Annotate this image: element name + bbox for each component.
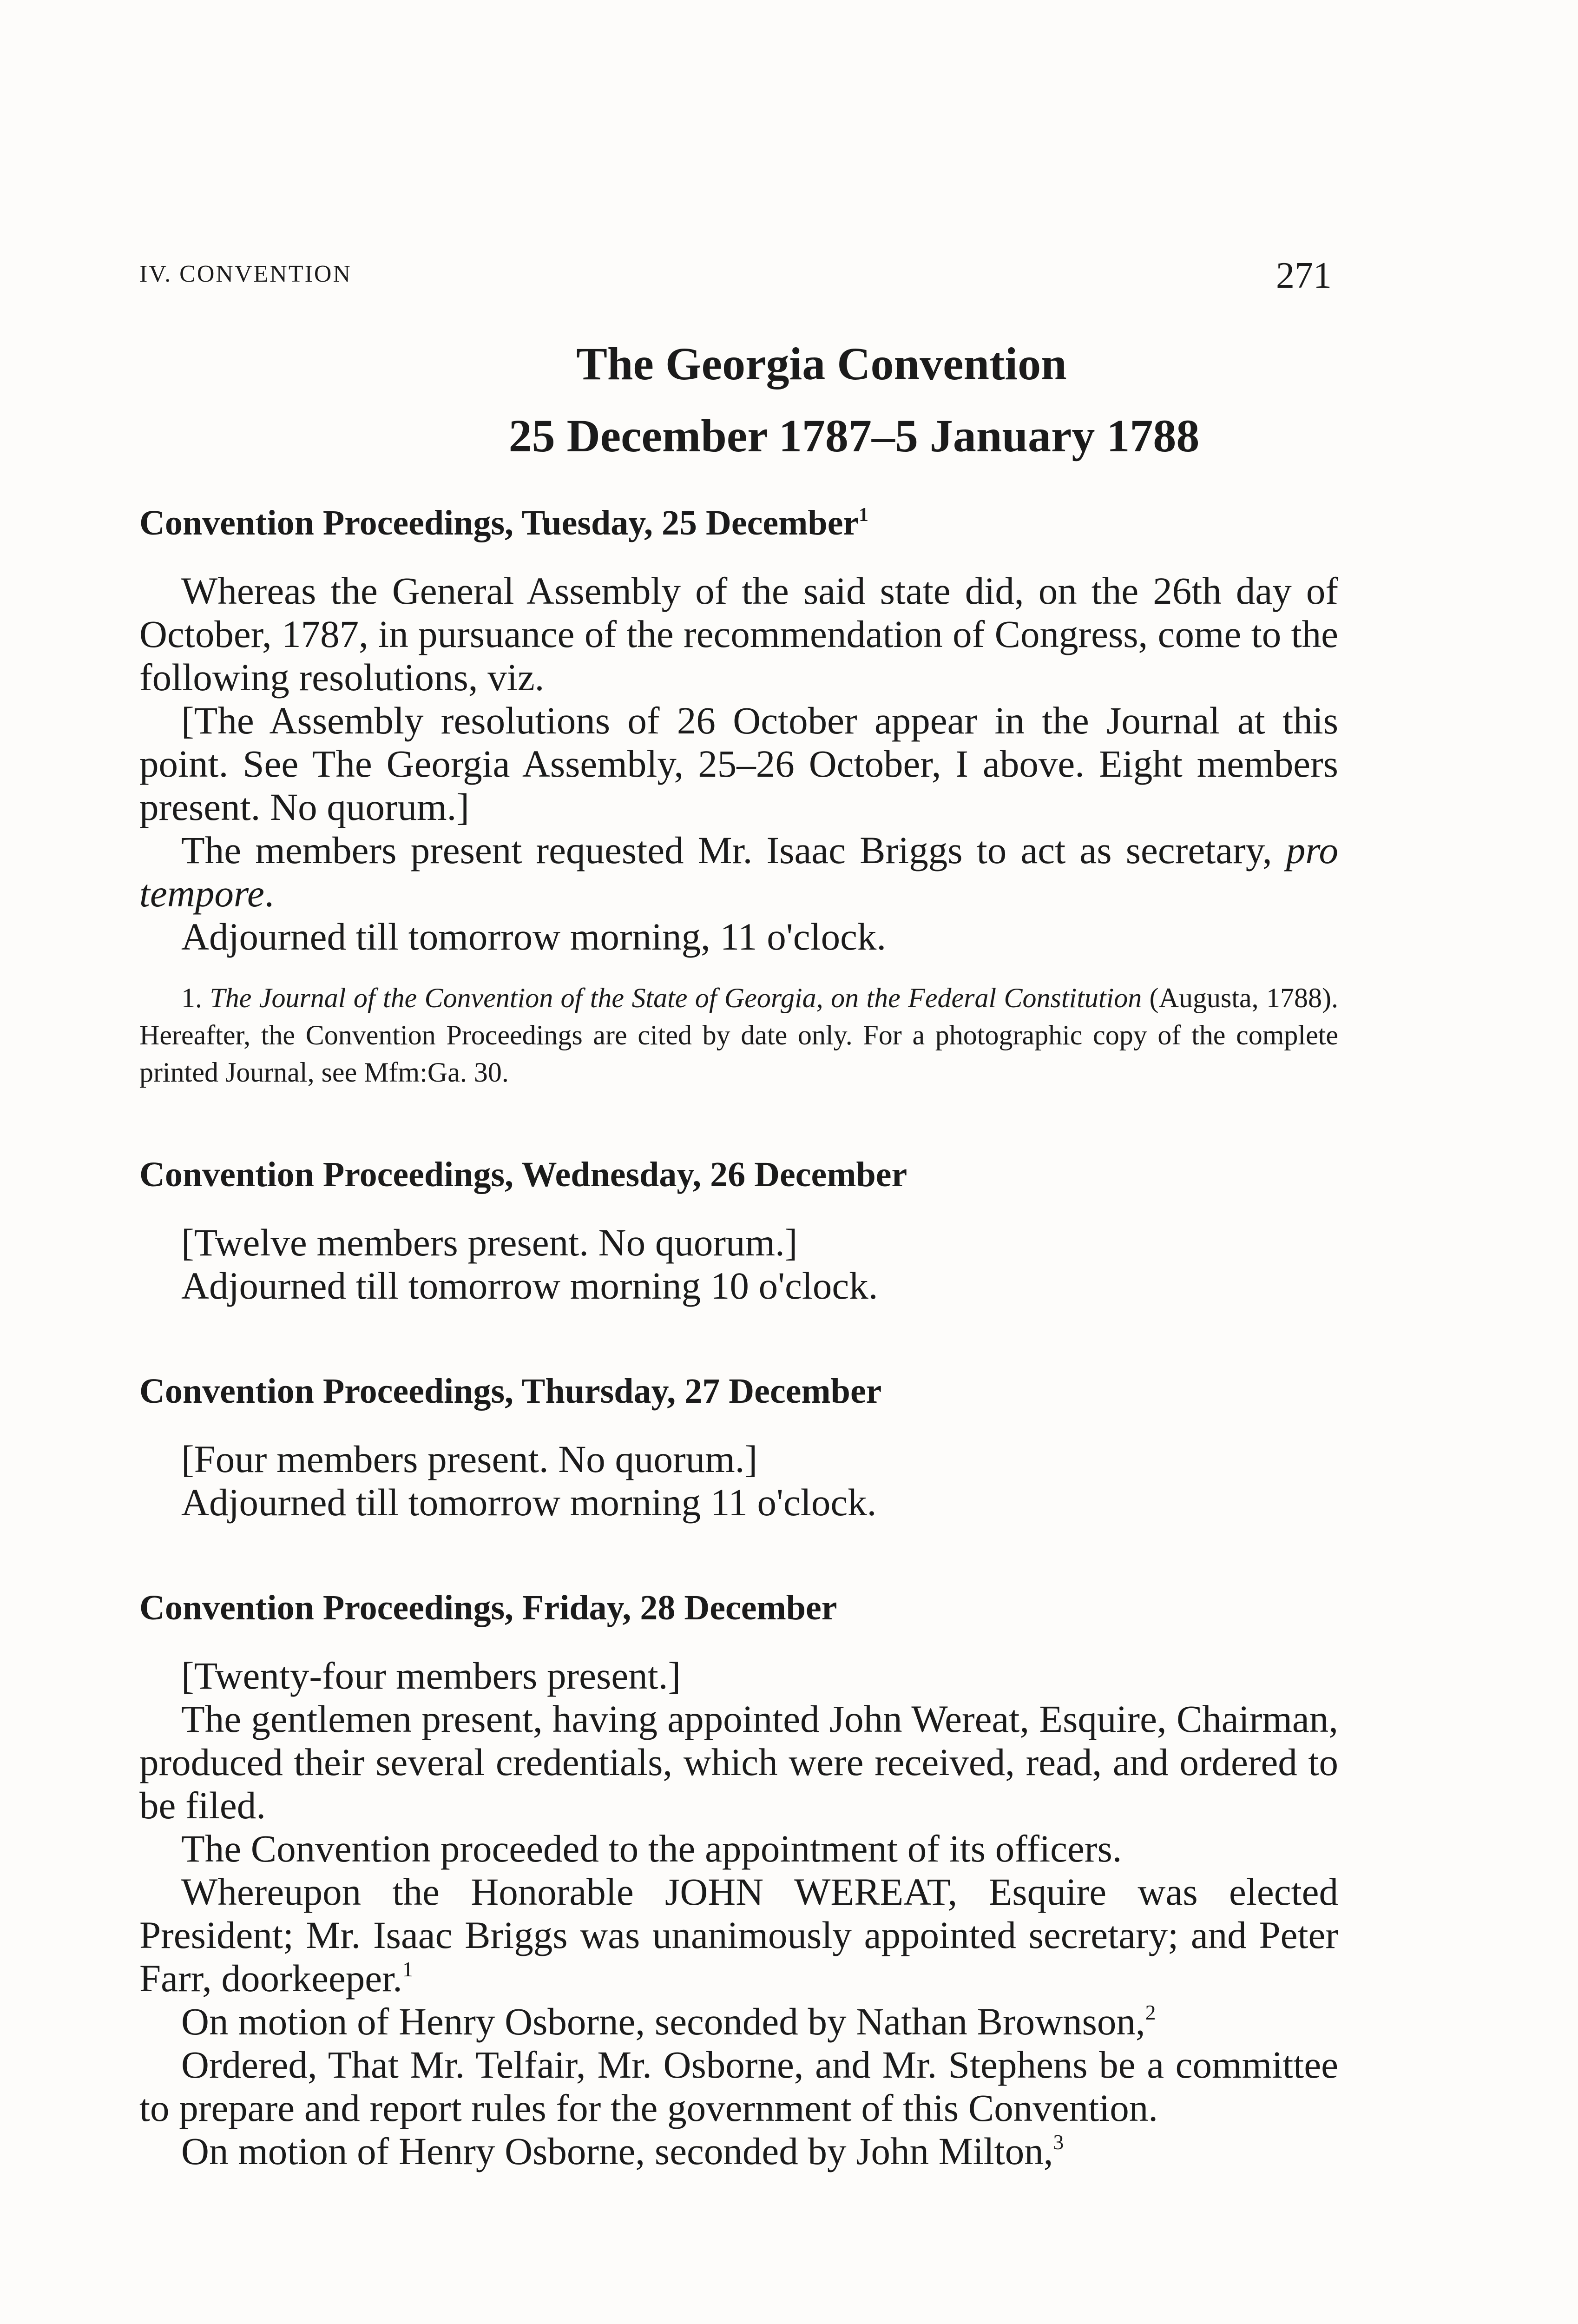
paragraph: [The Assembly resolutions of 26 October appear in the Journal at this point. See The Georgia Assembly, 25–26 October, I above. Eight members present. No quorum.]: [139, 699, 1338, 828]
footnote-marker: 2: [1145, 2000, 1156, 2025]
paragraph: On motion of Henry Osborne, seconded by John Milton,$^3$: [181, 2130, 1064, 2172]
paragraph: [Twenty-four members present.]: [181, 1654, 681, 1697]
footnote-marker: 1: [859, 504, 869, 526]
footnote: 1. The Journal of the Convention of the State of Georgia, on the Federal Constitution (Augusta, 1788). Hereafter, the Convention Proceedings are cited by date only. For a photographic copy of the complete printed Journal, see Mfm:Ga. 30.: [139, 983, 1338, 1088]
paragraph: The Convention proceeded to the appointment of its officers.: [181, 1827, 1122, 1870]
paragraph: Adjourned till tomorrow morning 11 o'clock.: [181, 1481, 877, 1524]
running-head: IV. CONVENTION: [139, 261, 352, 287]
italic-text: pro tempore: [139, 829, 1338, 915]
section-heading: Convention Proceedings, Wednesday, 26 December: [139, 1155, 907, 1194]
footnote-marker: 3: [1053, 2130, 1064, 2154]
section-wednesday: [139, 1151, 1338, 1307]
document-title: The Georgia Convention: [576, 338, 1067, 390]
paragraph: On motion of Henry Osborne, seconded by Nathan Brownson,$^2$: [181, 2000, 1156, 2043]
section-heading: Convention Proceedings, Tuesday, 25 December$^1$: [139, 503, 869, 542]
paragraph: The members present requested Mr. Isaac Briggs to act as secretary, pro tempore.: [139, 829, 1338, 915]
paragraph: Adjourned till tomorrow morning, 11 o'clock.: [181, 915, 887, 958]
section-heading: Convention Proceedings, Friday, 28 December: [139, 1588, 837, 1627]
section-friday: [139, 1585, 1338, 2173]
footnote-marker: 1: [402, 1957, 413, 1981]
section-tuesday: [139, 500, 1338, 1091]
document-date-range: 25 December 1787–5 January 1788: [508, 410, 1200, 462]
paragraph: The gentlemen present, having appointed John Wereat, Esquire, Chairman, produced their several credentials, which were received, read, and ordered to be filed.: [139, 1697, 1338, 1827]
section-thursday: [139, 1368, 1338, 1524]
paragraph: Adjourned till tomorrow morning 10 o'clock.: [181, 1264, 878, 1307]
paragraph: [Twelve members present. No quorum.]: [181, 1221, 798, 1264]
page-number: 271: [1276, 255, 1332, 296]
paragraph: Ordered, That Mr. Telfair, Mr. Osborne, and Mr. Stephens be a committee to prepare and report rules for the government of this Convention.: [139, 2043, 1338, 2129]
paragraph: Whereas the General Assembly of the said state did, on the 26th day of October, 1787, in pursuance of the recommendation of Congress, come to the following resolutions, viz.: [139, 569, 1338, 699]
paragraph: Whereupon the Honorable JOHN WEREAT, Esquire was elected President; Mr. Isaac Briggs was unanimously appointed secretary; and Peter Farr, doorkeeper.$^1$: [139, 1870, 1338, 2000]
section-heading: Convention Proceedings, Thursday, 27 December: [139, 1372, 882, 1411]
document-body: [139, 500, 1338, 2173]
paragraph: [Four members present. No quorum.]: [181, 1438, 758, 1480]
